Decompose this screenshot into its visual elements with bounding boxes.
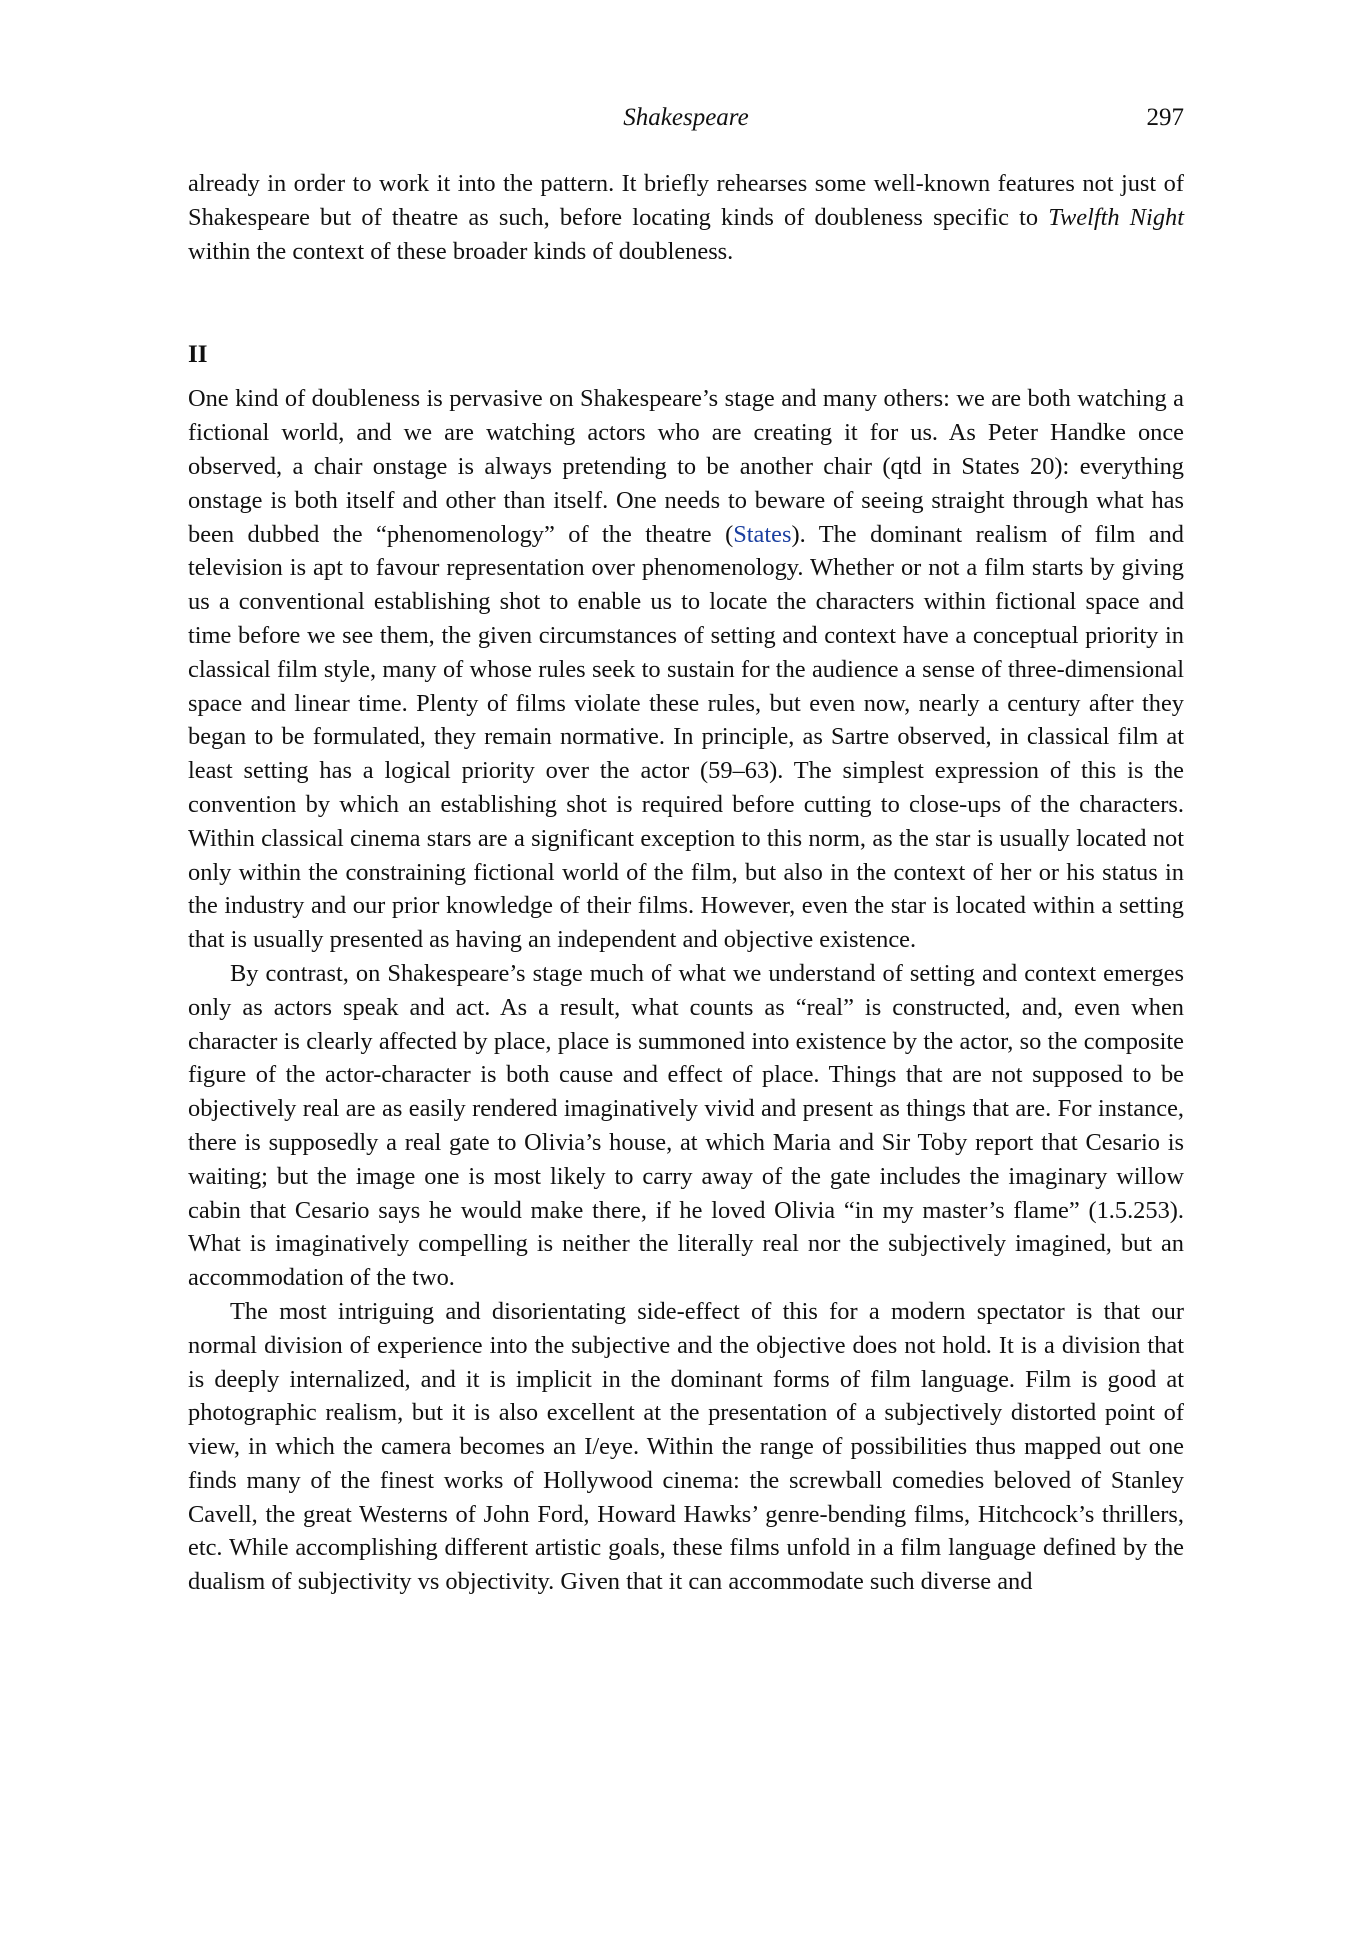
section-heading: II: [188, 341, 208, 369]
intro-text-start: already in order to work it into the pattern. It briefly rehearses some well-known features not just of Shakespeare but of theatre as such, before locating kinds of doubleness specific to: [188, 170, 1184, 231]
running-title: Shakespeare: [623, 104, 749, 131]
paragraph-2: By contrast, on Shakespeare’s stage much of what we understand of setting and context emerges only as actors speak and act. As a result, what counts as “real” is constructed, and, even when character is clearly affected by place, place is summoned into existence by the actor, so the composite figure of the actor-character is both cause and effect of place. Things that are not supposed to be objectively real are as easily rendered imaginatively vivid and present as things that are. For instance, there is supposedly a real gate to Olivia’s house, at which Maria and Sir Toby report that Cesario is waiting; but the image one is most likely to carry away of the gate includes the imaginary willow cabin that Cesario says he would make there, if he loved Olivia “in my master’s flame” (1.5.253). What is imaginatively compelling is neither the literally real nor the subjectively imagined, but an accommodation of the two.: [188, 959, 1184, 1292]
paragraph-3: The most intriguing and disorientating side-effect of this for a modern spectator is that our normal division of experience into the subjective and the objective does not hold. It is a division that is deeply internalized, and it is implicit in the dominant forms of film language. Film is good at photographic realism, but it is also excellent at the presentation of a subjectively distorted point of view, in which the camera becomes an I/eye. Within the range of possibilities thus mapped out one finds many of the finest works of Hollywood cinema: the screwball comedies beloved of Stanley Cavell, the great Westerns of John Ford, Howard Hawks’ genre-bending films, Hitchcock’s thrillers, etc. While accomplishing different artistic goals, these films unfold in a film language defined by the dualism of subjectivity vs objectivity. Given that it can accommodate such diverse and: [188, 1297, 1184, 1596]
intro-text-end: within the context of these broader kinds of doubleness.: [188, 237, 734, 265]
running-head: [188, 104, 1184, 144]
play-title: Twelfth Night: [1048, 203, 1184, 231]
paragraph-1: [188, 382, 1184, 957]
page: [188, 104, 1184, 1599]
paragraph-1-text-start: One kind of doubleness is pervasive on Shakespeare’s stage and many others: we are both watching a fictional world, and we are watching actors who are creating it for us. As Peter Handke once observed, a chair onstage is always pretending to be another chair (qtd in States 20): everything onstage is both itself and other than itself. One needs to beware of seeing straight through what has been dubbed the “phenomenology” of the theatre (: [188, 385, 1184, 548]
paragraph-1-text-end: ). The dominant realism of film and television is apt to favour representation over phenomenology. Whether or not a film starts by giving us a conventional establishing shot to enable us to locate the characters within fictional space and time before we see them, the given circumstances of setting and context have a conceptual priority in classical film style, many of whose rules seek to sustain for the audience a sense of three-dimensional space and linear time. Plenty of films violate these rules, but even now, nearly a century after they began to be formulated, they remain normative. In principle, as Sartre observed, in classical film at least setting has a logical priority over the actor (59–63). The simplest expression of this is the convention by which an establishing shot is required before cutting to close-ups of the characters. Within classical cinema stars are a significant exception to this norm, as the star is usually located not only within the constraining fictional world of the film, but also in the context of her or his status in the industry and our prior knowledge of their films. However, even the star is located within a setting that is usually presented as having an independent and objective existence.: [188, 520, 1184, 954]
citation-link-states[interactable]: States: [733, 520, 792, 548]
intro-paragraph: [188, 167, 1184, 268]
page-number: 297: [1146, 104, 1184, 131]
